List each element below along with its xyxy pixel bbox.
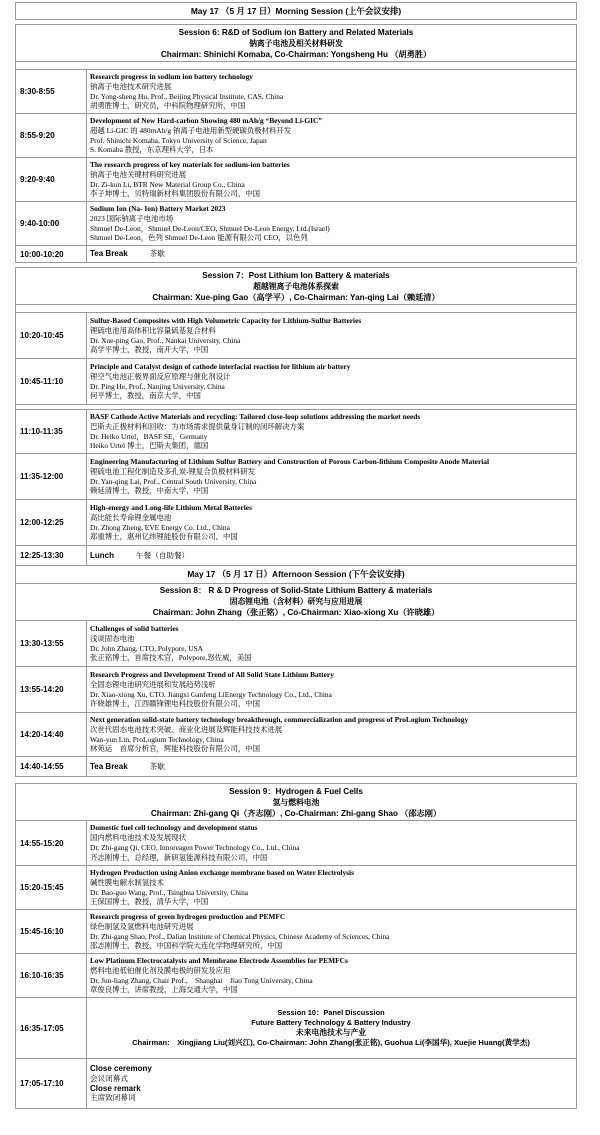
talk-title: Research progress of green hydrogen production and PEMFC: [90, 911, 286, 921]
break-label: Tea Break: [90, 249, 128, 259]
talk-row: [15, 70, 577, 114]
session-chairs: Chairman: John Zhang（张正铭）, Co-Chairman: Xiao-xiong Xu（许晓雄）: [152, 607, 440, 617]
talk-details: [87, 114, 576, 157]
talk-speaker: Dr. John Zhang, CTO, Polypore, USA: [90, 643, 203, 653]
break-details: [87, 757, 576, 776]
break-time: 10:00-10:20: [16, 246, 87, 262]
session-10-row: [15, 998, 577, 1059]
session-title-cn: 未来电池技术与产业: [295, 1028, 367, 1037]
talk-title: Principle and Catalyst design of cathode interfacial reaction for lithium air battery: [90, 361, 351, 371]
talk-title-cn: 碱性膜电解水制氢技术: [90, 877, 164, 887]
session-9-header: [15, 783, 577, 821]
afternoon-header-text: May 17 （5 月 17 日）Afternoon Session (下午会议安排): [187, 569, 405, 579]
session-10-details: [87, 998, 576, 1058]
break-row: [15, 757, 577, 777]
talk-speaker: Dr. Heiko Urtel，BASF SE，Germany: [90, 431, 208, 441]
break-label: Tea Break: [90, 761, 128, 771]
talk-details: [87, 359, 576, 404]
talk-title: BASF Cathode Active Materials and recycling: Tailored close-loop solutions addressing the market needs: [90, 411, 421, 421]
talk-row: [15, 158, 577, 202]
session-title-cn: 超越锂离子电池体系探索: [253, 281, 339, 291]
talk-time: 13:30-13:55: [16, 621, 87, 666]
talk-title: Next generation solid-state battery technology breakthrough, commercialization and progress of ProLogium Technology: [90, 714, 469, 724]
break-details: [87, 246, 576, 262]
talk-details: [87, 667, 576, 712]
talk-title-cn: 锂硫电池工程化制造及多孔炭-锂复合负极材料研发: [90, 466, 256, 476]
talk-title-cn: 钠离子电池技术研究进展: [90, 81, 172, 91]
talk-title: Challenges of solid batteries: [90, 623, 179, 633]
talk-title: Engineering Manufacturing of Lithium Sulfur Battery and Construction of Porous Carbon-lithium Composite Anode Material: [90, 456, 490, 466]
talk-speaker-cn: 李子坤博士，贝特瑞新材料集团股份有限公司，中国: [90, 189, 260, 199]
session-title: Session 9：Hydrogen & Fuel Cells: [229, 787, 363, 796]
talk-speaker-cn: 赖延清博士，教授，中南大学，中国: [90, 486, 209, 496]
close-ceremony-label: Close ceremony: [90, 1063, 152, 1073]
talk-speaker-cn: 张正铭博士，首席技术官，Polypore,怒佐威，美国: [90, 653, 252, 663]
schedule-table: [15, 2, 577, 1109]
session-subtitle: Future Battery Technology & Battery Industry: [251, 1018, 411, 1028]
talk-speaker: Dr. Xue-ping Gao, Prof., Nankai University, China: [90, 335, 241, 345]
talk-title-cn: 燃料电池低铂催化剂及膜电极的研发及应用: [90, 965, 231, 975]
session-chairs: Chairman: Zhi-gang Qi（齐志刚）, Co-Chairman: Zhi-gang Shao （邵志刚）: [150, 808, 442, 818]
session-title-cn: 氢与燃料电池: [272, 797, 320, 807]
break-label-cn: 午餐（自助餐）: [136, 550, 190, 560]
talk-speaker: Dr. Ping He, Prof., Nanjing University, China: [90, 381, 225, 391]
talk-speaker-cn: 章俊良博士，讲席教授，上海交通大学，中国: [90, 985, 238, 995]
closing-time: 17:05-17:10: [16, 1059, 87, 1108]
talk-title: Sodium Ion (Na- Ion) Battery Market 2023: [90, 203, 226, 213]
session-title: Session 7：Post Lithium Ion Battery & materials: [202, 271, 390, 280]
talk-speaker-cn: 齐志刚博士，总经理，新研氢能源科技有限公司，中国: [90, 852, 268, 862]
talk-details: [87, 500, 576, 545]
break-details: [87, 546, 576, 565]
talk-title: Sulfur-Based Composites with High Volumetric Capacity for Lithium-Sulfur Batteries: [90, 315, 362, 325]
talk-row: [15, 202, 577, 246]
talk-speaker: Shmuel De-Leon，Shmuel De-Leon/CEO, Shmuel De-Leon Energy, Ltd.(Israel): [90, 223, 330, 233]
talk-details: [87, 70, 576, 113]
talk-title-cn: 巴斯夫正极材料和回收：为市场需求提供量身订制的闭环解决方案: [90, 421, 305, 431]
talk-speaker-cn: 胡勇胜博士，研究员，中科院物理研究所，中国: [90, 101, 246, 111]
talk-title: High-energy and Long-life Lithium Metal Batteries: [90, 502, 252, 512]
talk-details: [87, 954, 576, 997]
talk-row: [15, 410, 577, 454]
session-chairs: Chairman: Xue-ping Gao（高学平）, Co-Chairman: Yan-qing Lai（赖延清）: [152, 292, 440, 302]
talk-row: [15, 821, 577, 866]
talk-title-cn: 锂硫电池用高体积比容量硫基复合材料: [90, 325, 216, 335]
talk-speaker-cn: Heiko Urtel 博士，巴斯夫集团，德国: [90, 441, 209, 451]
talk-time: 10:20-10:45: [16, 313, 87, 358]
close-ceremony-label-cn: 会议闭幕式: [90, 1073, 128, 1083]
session-title: Session 10：Panel Discussion: [277, 1008, 385, 1018]
session-10-time: 16:35-17:05: [16, 998, 87, 1058]
morning-header-text: May 17 （5 月 17 日）Morning Session (上午会议安排): [190, 5, 402, 16]
talk-time: 15:20-15:45: [16, 866, 87, 909]
break-label: Lunch: [90, 550, 114, 560]
break-row: [15, 246, 577, 263]
talk-speaker: Dr. Yan-qing Lai, Prof., Central South University, China: [90, 476, 257, 486]
talk-row: [15, 500, 577, 546]
talk-time: 8:55-9:20: [16, 114, 87, 157]
talk-row: [15, 454, 577, 500]
talk-details: [87, 454, 576, 499]
talk-row: [15, 313, 577, 359]
talk-speaker: Dr. Zhong Zheng, EVE Energy Co. Ltd., China: [90, 522, 230, 532]
talk-row: [15, 667, 577, 713]
talk-details: [87, 158, 576, 201]
talk-speaker: Dr. Xiao-xiong Xu, CTO, Jiangxi Ganfeng LiEnergy Technology Co., Ltd., China: [90, 689, 332, 699]
talk-details: [87, 202, 576, 245]
session-7-header: [15, 267, 577, 305]
talk-row: [15, 114, 577, 158]
session-8-header: [15, 584, 577, 621]
talk-title-cn: 绿色制氢及氢燃料电池研究进展: [90, 921, 194, 931]
talk-title-cn: 2023 国际钠离子电池市场: [90, 213, 174, 223]
talk-row: [15, 866, 577, 910]
talk-title: Research progress in sodium ion battery technology: [90, 71, 254, 81]
talk-time: 9:40-10:00: [16, 202, 87, 245]
talk-speaker: Dr. Jun-liang Zhang, Chair Prof., Shanghai Jiao Tong University, China: [90, 975, 313, 985]
talk-title: Domestic fuel cell technology and development status: [90, 823, 258, 833]
talk-details: [87, 713, 576, 756]
talk-title: Research Progress and Development Trend of All Solid State Lithium Battery: [90, 669, 334, 679]
spacer-row: [15, 305, 577, 313]
session-title-cn: 钠离子电池及相关材料研发: [249, 38, 343, 48]
talk-title-cn: 超越 Li-GIC 的 480mAh/g 钠离子电池用新型硬碳负极材料开发: [90, 125, 292, 135]
talk-speaker: Dr. Bao-guo Wang, Prof., Tsinghua University, China: [90, 887, 249, 897]
break-time: 12:25-13:30: [16, 546, 87, 565]
lunch-row: [15, 546, 577, 566]
talk-speaker-cn: 郑重博士，惠州亿纬锂能股份有限公司，中国: [90, 532, 238, 542]
talk-time: 14:55-15:20: [16, 821, 87, 865]
close-remark-label-cn: 主席致闭幕词: [90, 1093, 136, 1103]
closing-details: [87, 1059, 576, 1108]
talk-speaker: Dr. Yong-sheng Hu, Prof., Beijing Physical Institute, CAS, China: [90, 91, 284, 101]
talk-title-cn: 高比能长寿命锂金属电池: [90, 512, 172, 522]
talk-speaker: Prof. Shinichi Komaba, Tokyo University of Science, Japan: [90, 135, 267, 145]
talk-speaker-cn: 王保国博士，教授，清华大学，中国: [90, 897, 209, 907]
afternoon-session-header: [15, 566, 577, 584]
talk-row: [15, 954, 577, 998]
break-time: 14:40-14:55: [16, 757, 87, 776]
talk-title: The research progress of key materials for sodium-ion batteries: [90, 159, 290, 169]
talk-title-cn: 全固态锂电池研究进展和发展趋势浅析: [90, 679, 216, 689]
talk-title-cn: 钠离子电池关键材料研究进展: [90, 169, 187, 179]
spacer-row: [15, 62, 577, 70]
morning-session-header: [15, 2, 577, 20]
session-chairs: Chairman: Shinichi Komaba, Co-Chairman: Yongsheng Hu （胡勇胜）: [160, 49, 432, 59]
talk-row: [15, 359, 577, 405]
break-label-cn: 茶歇: [149, 249, 165, 259]
talk-title-cn: 锂空气电池正极界面反应原理与催化剂设计: [90, 371, 231, 381]
session-chairs: Chairman: Xingjiang Liu(刘兴江), Co-Chairman: John Zhang(张正铭), Guohua Li(李国华), Xuejie Huang(黄学杰): [132, 1037, 530, 1047]
talk-title: Low Platinum Electrocatalysts and Membrane Electrode Assemblies for PEMFCs: [90, 955, 348, 965]
talk-row: [15, 910, 577, 954]
talk-time: 11:10-11:35: [16, 410, 87, 453]
talk-speaker: Dr. Zhi-gang Qi, CEO, Innoreagen Power Technology Co., Ltd., China: [90, 843, 300, 852]
session-6-header: [15, 24, 577, 62]
talk-speaker-cn: Shmuel De-Leon，色列 Shmuel De-Leon 能源有限公司 CEO，以色列: [90, 233, 308, 243]
talk-title: Hydrogen Production using Anion exchange membrane based on Water Electrolysis: [90, 867, 354, 877]
talk-time: 9:20-9:40: [16, 158, 87, 201]
talk-speaker-cn: 何平博士，教授，南京大学，中国: [90, 391, 201, 401]
talk-title: Development of New Hard-carbon Showing 480 mAh/g “Beyond Li-GIC”: [90, 115, 322, 125]
talk-time: 10:45-11:10: [16, 359, 87, 404]
break-label-cn: 茶歇: [149, 761, 165, 771]
talk-details: [87, 313, 576, 358]
session-title: Session 6: R&D of Sodium ion Battery and Related Materials: [178, 28, 414, 37]
talk-details: [87, 410, 576, 453]
talk-row: [15, 621, 577, 667]
talk-speaker-cn: 许晓雄博士，江西赣锋锂电科技股份有限公司，中国: [90, 699, 260, 709]
talk-speaker: Dr. Zhi-gang Shao, Prof., Dalian Institute of Chemical Physics, Chinese Academy of Sciences, China: [90, 931, 390, 941]
talk-row: [15, 713, 577, 757]
session-title-cn: 固态锂电池（含材料）研究与应用进展: [229, 596, 363, 606]
talk-title-cn: 国内燃料电池技术及发展现状: [90, 833, 187, 843]
talk-speaker-cn: 邵志刚博士，教授，中国科学院大连化学物理研究所，中国: [90, 941, 283, 951]
talk-time: 11:35-12:00: [16, 454, 87, 499]
talk-details: [87, 910, 576, 953]
talk-details: [87, 821, 576, 865]
talk-title-cn: 次世代固态电池技术突破、商业化进展及辉能科技技术进展: [90, 724, 283, 734]
talk-speaker-cn: 林苑运 首席分析官，辉能科技股份有限公司，中国: [90, 744, 260, 754]
talk-speaker: Dr. Zi-kun Li, BTR New Material Group Co., China: [90, 179, 245, 189]
talk-time: 12:00-12:25: [16, 500, 87, 545]
close-remark-label: Close remark: [90, 1083, 141, 1093]
session-title: Session 8： R & D Progress of Solid-State Lithium Battery & materials: [159, 586, 433, 595]
talk-time: 16:10-16:35: [16, 954, 87, 997]
talk-details: [87, 621, 576, 666]
talk-speaker: Wan-yun Lin, ProLogium Technology, China: [90, 734, 224, 744]
talk-details: [87, 866, 576, 909]
closing-row: [15, 1059, 577, 1109]
talk-title-cn: 浅谈固态电池: [90, 633, 135, 643]
talk-time: 8:30-8:55: [16, 70, 87, 113]
talk-speaker-cn: S. Komaba 教授，东京理科大学，日本: [90, 145, 214, 155]
talk-time: 13:55-14:20: [16, 667, 87, 712]
talk-time: 15:45-16:10: [16, 910, 87, 953]
talk-time: 14:20-14:40: [16, 713, 87, 756]
talk-speaker-cn: 高学平博士，教授，南开大学，中国: [90, 345, 209, 355]
